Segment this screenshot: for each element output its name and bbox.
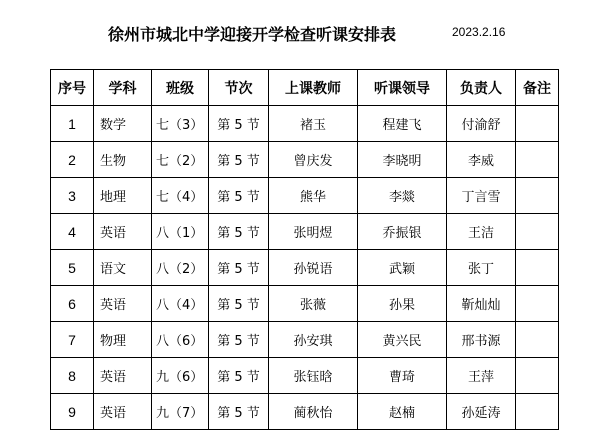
- cell-teacher: 张薇: [269, 286, 358, 322]
- header-row: [51, 70, 559, 106]
- header-cell-subject: 学科: [94, 70, 152, 106]
- cell-note: [516, 358, 559, 394]
- cell-period: 第 5 节: [209, 286, 269, 322]
- cell-class: 八（4）: [152, 286, 209, 322]
- document-title: 徐州市城北中学迎接开学检查听课安排表: [108, 25, 397, 44]
- cell-teacher: 褚玉: [269, 106, 358, 142]
- cell-owner: 靳灿灿: [447, 286, 516, 322]
- cell-leader: 黄兴民: [358, 322, 447, 358]
- cell-period: 第 5 节: [209, 214, 269, 250]
- cell-subject: 生物: [94, 142, 152, 178]
- cell-note: [516, 250, 559, 286]
- cell-period: 第 5 节: [209, 394, 269, 430]
- document-date: 2023.2.16: [452, 25, 506, 39]
- cell-owner: 丁言雪: [447, 178, 516, 214]
- table-row: [51, 214, 559, 250]
- cell-period: 第 5 节: [209, 358, 269, 394]
- cell-leader: 孙果: [358, 286, 447, 322]
- header-cell-class: 班级: [152, 70, 209, 106]
- cell-class: 九（6）: [152, 358, 209, 394]
- cell-leader: 程建飞: [358, 106, 447, 142]
- cell-class: 九（7）: [152, 394, 209, 430]
- cell-leader: 乔振银: [358, 214, 447, 250]
- cell-leader: 武颖: [358, 250, 447, 286]
- cell-owner: 孙延涛: [447, 394, 516, 430]
- cell-owner: 王萍: [447, 358, 516, 394]
- cell-teacher: 曾庆发: [269, 142, 358, 178]
- cell-teacher: 张钰晗: [269, 358, 358, 394]
- cell-class: 八（2）: [152, 250, 209, 286]
- table-row: [51, 394, 559, 430]
- cell-leader: 赵楠: [358, 394, 447, 430]
- cell-subject: 英语: [94, 214, 152, 250]
- cell-subject: 英语: [94, 286, 152, 322]
- header-cell-note: 备注: [516, 70, 559, 106]
- cell-teacher: 张明煜: [269, 214, 358, 250]
- cell-subject: 地理: [94, 178, 152, 214]
- cell-leader: 曹琦: [358, 358, 447, 394]
- cell-period: 第 5 节: [209, 250, 269, 286]
- cell-period: 第 5 节: [209, 322, 269, 358]
- cell-class: 七（3）: [152, 106, 209, 142]
- cell-teacher: 熊华: [269, 178, 358, 214]
- cell-period: 第 5 节: [209, 142, 269, 178]
- cell-no: 4: [51, 214, 94, 250]
- cell-no: 1: [51, 106, 94, 142]
- cell-owner: 付渝舒: [447, 106, 516, 142]
- cell-note: [516, 322, 559, 358]
- cell-teacher: 孙锐语: [269, 250, 358, 286]
- cell-no: 6: [51, 286, 94, 322]
- table-row: [51, 322, 559, 358]
- header-cell-owner: 负责人: [447, 70, 516, 106]
- table-row: [51, 106, 559, 142]
- cell-owner: 王洁: [447, 214, 516, 250]
- table-row: [51, 142, 559, 178]
- cell-note: [516, 142, 559, 178]
- cell-subject: 英语: [94, 358, 152, 394]
- cell-subject: 物理: [94, 322, 152, 358]
- table-row: [51, 286, 559, 322]
- cell-leader: 李晓明: [358, 142, 447, 178]
- cell-no: 5: [51, 250, 94, 286]
- cell-note: [516, 178, 559, 214]
- cell-no: 2: [51, 142, 94, 178]
- header-cell-leader: 听课领导: [358, 70, 447, 106]
- cell-period: 第 5 节: [209, 178, 269, 214]
- cell-teacher: 蔺秋怡: [269, 394, 358, 430]
- cell-class: 七（4）: [152, 178, 209, 214]
- cell-leader: 李燚: [358, 178, 447, 214]
- header-cell-teacher: 上课教师: [269, 70, 358, 106]
- cell-subject: 英语: [94, 394, 152, 430]
- cell-no: 8: [51, 358, 94, 394]
- cell-subject: 数学: [94, 106, 152, 142]
- cell-owner: 李威: [447, 142, 516, 178]
- cell-class: 八（6）: [152, 322, 209, 358]
- table-row: [51, 178, 559, 214]
- cell-class: 七（2）: [152, 142, 209, 178]
- header-cell-period: 节次: [209, 70, 269, 106]
- cell-class: 八（1）: [152, 214, 209, 250]
- cell-period: 第 5 节: [209, 106, 269, 142]
- cell-note: [516, 286, 559, 322]
- cell-no: 7: [51, 322, 94, 358]
- cell-owner: 邢书源: [447, 322, 516, 358]
- cell-owner: 张丁: [447, 250, 516, 286]
- cell-no: 3: [51, 178, 94, 214]
- cell-no: 9: [51, 394, 94, 430]
- cell-subject: 语文: [94, 250, 152, 286]
- schedule-table: [50, 69, 559, 430]
- table-row: [51, 250, 559, 286]
- cell-teacher: 孙安琪: [269, 322, 358, 358]
- cell-note: [516, 394, 559, 430]
- cell-note: [516, 214, 559, 250]
- schedule-body: [51, 106, 559, 430]
- header-cell-no: 序号: [51, 70, 94, 106]
- table-row: [51, 358, 559, 394]
- cell-note: [516, 106, 559, 142]
